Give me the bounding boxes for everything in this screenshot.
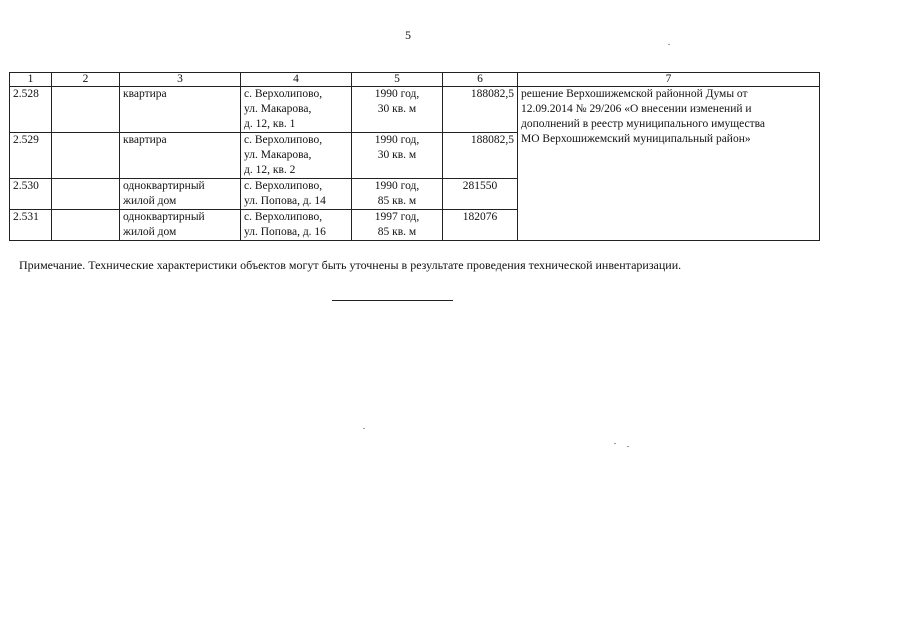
- object-type-line: одноквартирный: [123, 180, 205, 192]
- area-line: 85 кв. м: [377, 195, 417, 207]
- footnote: Примечание. Технические характеристики объектов могут быть уточнены в результате проведения технической инвентаризации.: [19, 258, 682, 272]
- address-line: д. 12, кв. 2: [244, 164, 296, 176]
- basis-line: дополнений в реестр муниципального имущества: [521, 118, 766, 130]
- row-number: 2.530: [10, 179, 52, 210]
- table-header-row: [10, 73, 820, 87]
- area-line: 30 кв. м: [377, 149, 417, 161]
- basis-line: решение Верхошижемской районной Думы от: [521, 88, 748, 100]
- header-col-6: 6: [443, 73, 518, 87]
- object-type-line: одноквартирный: [123, 211, 205, 223]
- row-col2: [52, 179, 120, 210]
- object-address: [241, 210, 352, 241]
- address-line: д. 12, кв. 1: [244, 118, 296, 130]
- address-line: с. Верхолипово,: [244, 134, 323, 146]
- address-line: ул. Попова, д. 16: [244, 226, 326, 238]
- row-col2: [52, 133, 120, 179]
- table-row: [10, 87, 820, 133]
- scan-speck: [668, 44, 670, 45]
- object-value: 188082,5: [443, 133, 518, 179]
- row-number: 2.529: [10, 133, 52, 179]
- object-address: [241, 133, 352, 179]
- end-rule: [332, 300, 453, 301]
- year-area: [352, 87, 443, 133]
- basis-line: МО Верхошижемский муниципальный район»: [521, 133, 751, 145]
- object-type-line: квартира: [123, 134, 167, 146]
- header-col-1: 1: [10, 73, 52, 87]
- scan-speck: [363, 428, 365, 429]
- object-type: [120, 133, 241, 179]
- address-line: с. Верхолипово,: [244, 211, 323, 223]
- header-col-4: 4: [241, 73, 352, 87]
- page-number: 5: [405, 28, 411, 42]
- year-area: [352, 133, 443, 179]
- year-area: [352, 210, 443, 241]
- address-line: ул. Макарова,: [244, 149, 312, 161]
- scan-speck: [614, 443, 616, 444]
- object-type: [120, 210, 241, 241]
- header-col-5: 5: [352, 73, 443, 87]
- object-address: [241, 179, 352, 210]
- area-line: 30 кв. м: [377, 103, 417, 115]
- object-value: 182076: [443, 210, 518, 241]
- object-type: [120, 179, 241, 210]
- object-value: 281550: [443, 179, 518, 210]
- year-line: 1990 год,: [374, 180, 420, 192]
- year-line: 1997 год,: [374, 211, 420, 223]
- basis-line: 12.09.2014 № 29/206 «О внесении изменений и: [521, 103, 752, 115]
- header-col-3: 3: [120, 73, 241, 87]
- header-col-2: 2: [52, 73, 120, 87]
- address-line: с. Верхолипово,: [244, 88, 323, 100]
- scan-speck: [627, 446, 629, 447]
- object-type-line: жилой дом: [123, 226, 177, 238]
- year-area: [352, 179, 443, 210]
- area-line: 85 кв. м: [377, 226, 417, 238]
- row-col2: [52, 210, 120, 241]
- year-line: 1990 год,: [374, 88, 420, 100]
- object-type-line: жилой дом: [123, 195, 177, 207]
- year-line: 1990 год,: [374, 134, 420, 146]
- property-registry-table: [9, 72, 820, 241]
- row-number: 2.528: [10, 87, 52, 133]
- address-line: ул. Макарова,: [244, 103, 312, 115]
- row-col2: [52, 87, 120, 133]
- object-value: 188082,5: [443, 87, 518, 133]
- address-line: ул. Попова, д. 14: [244, 195, 326, 207]
- address-line: с. Верхолипово,: [244, 180, 323, 192]
- object-type-line: квартира: [123, 88, 167, 100]
- row-number: 2.531: [10, 210, 52, 241]
- basis-document: [518, 87, 820, 241]
- object-type: [120, 87, 241, 133]
- object-address: [241, 87, 352, 133]
- header-col-7: 7: [518, 73, 820, 87]
